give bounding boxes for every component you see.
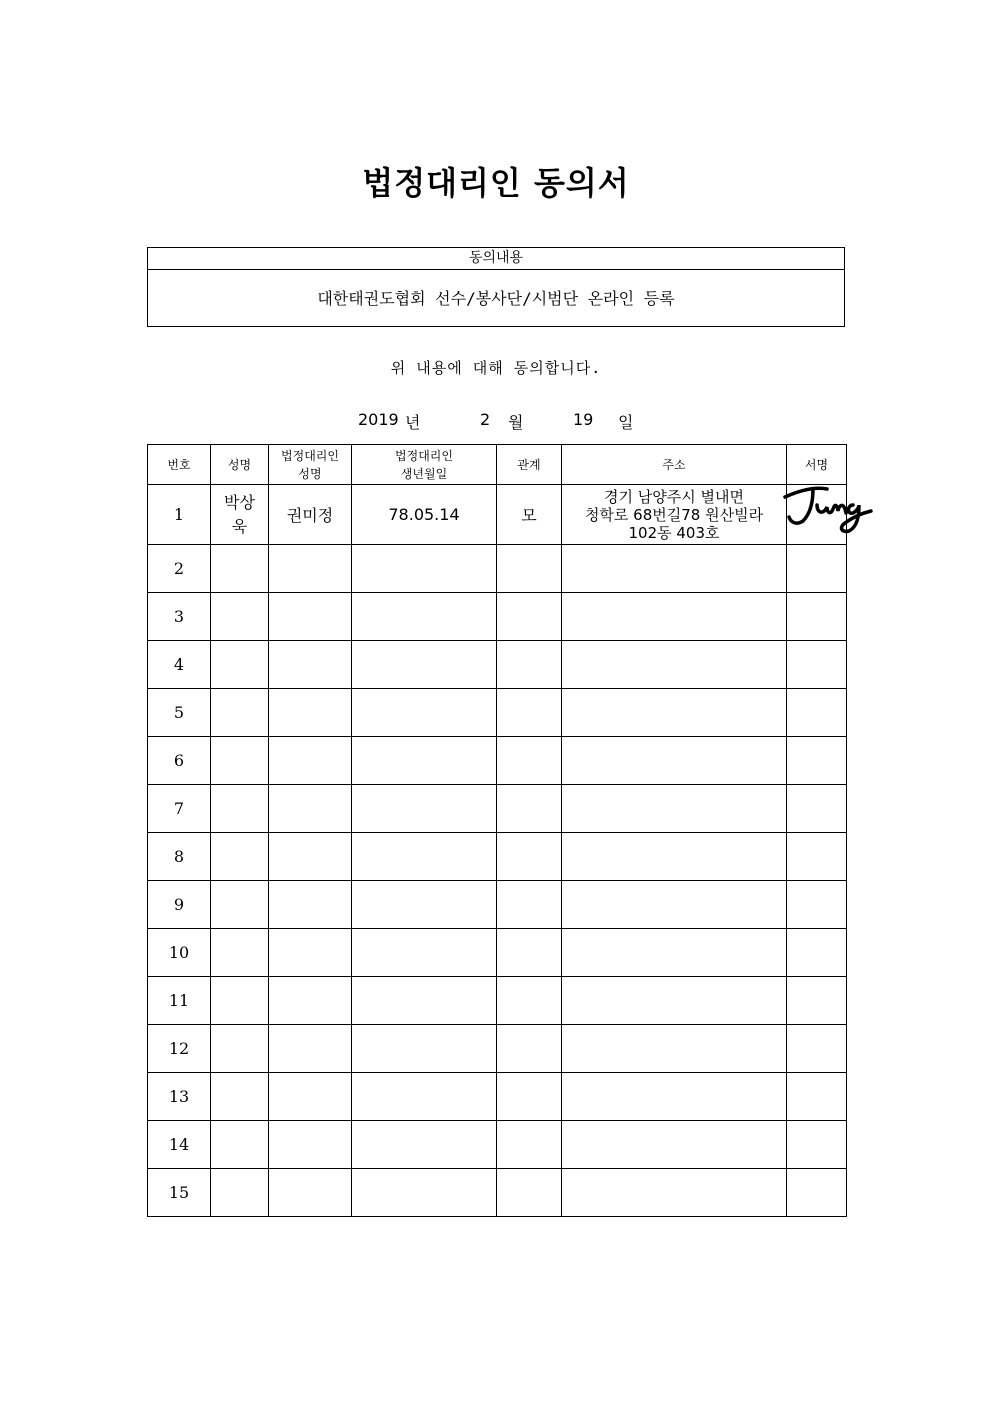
table-header-row [148, 445, 847, 485]
table-row [148, 689, 847, 737]
row-guardian-name [269, 1169, 352, 1217]
header-relation: 관계 [497, 445, 562, 485]
row-relation [497, 1169, 562, 1217]
row-guardian-birth [352, 881, 497, 929]
table-row [148, 929, 847, 977]
row-guardian-birth [352, 785, 497, 833]
row-guardian-name [269, 785, 352, 833]
row-number: 14 [148, 1121, 211, 1169]
row-address [562, 977, 787, 1025]
row-number: 7 [148, 785, 211, 833]
row-name [211, 1073, 269, 1121]
row-guardian-birth [352, 977, 497, 1025]
row-guardian-birth [352, 593, 497, 641]
row-number: 1 [148, 485, 211, 545]
agreement-statement: 위 내용에 대해 동의합니다. [390, 359, 602, 377]
header-guardian-birth [352, 445, 497, 485]
date-year: 2019 [358, 410, 399, 429]
row-name [211, 689, 269, 737]
row-number: 13 [148, 1073, 211, 1121]
row-guardian-birth [352, 1169, 497, 1217]
row-name [211, 641, 269, 689]
row-name [211, 929, 269, 977]
row-address [562, 593, 787, 641]
row-relation [497, 785, 562, 833]
row-guardian-name [269, 1073, 352, 1121]
row-name [211, 833, 269, 881]
row-number: 12 [148, 1025, 211, 1073]
row-number: 9 [148, 881, 211, 929]
row-number: 11 [148, 977, 211, 1025]
row-address [562, 929, 787, 977]
date-month: 2 [480, 410, 491, 429]
row-name [211, 545, 269, 593]
row-guardian-name [269, 833, 352, 881]
table-row [148, 881, 847, 929]
row-address-line3: 102동 403호 [628, 523, 720, 542]
row-relation [497, 929, 562, 977]
row-signature [787, 1073, 847, 1121]
guardian-registration-table [147, 444, 847, 1217]
row-guardian-name [269, 881, 352, 929]
row-name [211, 1025, 269, 1073]
table-row [148, 641, 847, 689]
row-address [562, 545, 787, 593]
row-guardian-birth [352, 545, 497, 593]
header-guardian-birth-line1: 법정대리인 [395, 448, 453, 463]
table-row [148, 1169, 847, 1217]
row-signature [787, 881, 847, 929]
row-signature [787, 641, 847, 689]
table-row [148, 593, 847, 641]
row-relation [497, 641, 562, 689]
row-guardian-name [269, 1121, 352, 1169]
consent-box [147, 247, 845, 327]
row-signature [787, 689, 847, 737]
date-day: 19 [573, 410, 594, 429]
date-year-label: 년 [405, 413, 421, 432]
row-name [211, 785, 269, 833]
row-relation [497, 689, 562, 737]
row-relation [497, 977, 562, 1025]
header-signature: 서명 [787, 445, 847, 485]
row-relation [497, 1073, 562, 1121]
row-relation [497, 1121, 562, 1169]
row-guardian-birth [352, 929, 497, 977]
row-signature [787, 1121, 847, 1169]
row-name-line1: 박상 [224, 492, 255, 512]
row-name [211, 1121, 269, 1169]
row-guardian-birth [352, 1073, 497, 1121]
handwritten-signature [783, 483, 875, 539]
row-signature [787, 977, 847, 1025]
row-name [211, 737, 269, 785]
row-address [562, 1025, 787, 1073]
row-guardian-birth [352, 833, 497, 881]
row-number: 2 [148, 545, 211, 593]
table-row [148, 785, 847, 833]
row-number: 6 [148, 737, 211, 785]
row-relation [497, 737, 562, 785]
row-relation [497, 1025, 562, 1073]
table-row [148, 1073, 847, 1121]
row-number: 5 [148, 689, 211, 737]
table-row [148, 545, 847, 593]
row-relation [497, 593, 562, 641]
row-address-line2: 청학로 68번길78 원산빌라 [584, 505, 764, 524]
header-guardian-name-line1: 법정대리인 [281, 448, 339, 463]
row-signature [787, 833, 847, 881]
document-title: 법정대리인 동의서 [362, 164, 630, 202]
row-name-line2: 욱 [231, 516, 248, 536]
table-row [148, 737, 847, 785]
row-signature [787, 1025, 847, 1073]
table-row [148, 833, 847, 881]
row-name [211, 1169, 269, 1217]
row-signature [787, 545, 847, 593]
row-guardian-birth [352, 1025, 497, 1073]
row-name [211, 485, 269, 545]
row-address [562, 881, 787, 929]
row-address [562, 485, 787, 545]
row-number: 10 [148, 929, 211, 977]
row-name [211, 593, 269, 641]
row-guardian-birth [352, 689, 497, 737]
row-address [562, 785, 787, 833]
header-number: 번호 [148, 445, 211, 485]
row-guardian-name [269, 929, 352, 977]
row-name [211, 977, 269, 1025]
date-month-label: 월 [508, 413, 524, 432]
table-row [148, 1025, 847, 1073]
row-number: 3 [148, 593, 211, 641]
row-guardian-birth: 78.05.14 [352, 485, 497, 545]
row-signature [787, 929, 847, 977]
table-row [148, 977, 847, 1025]
row-guardian-name [269, 1025, 352, 1073]
row-address [562, 689, 787, 737]
header-address: 주소 [562, 445, 787, 485]
row-signature [787, 485, 847, 545]
row-signature [787, 737, 847, 785]
row-guardian-name [269, 593, 352, 641]
row-guardian-birth [352, 641, 497, 689]
row-guardian-name [269, 689, 352, 737]
header-guardian-name-line2: 성명 [298, 466, 322, 481]
consent-header: 동의내용 [148, 248, 844, 270]
row-name [211, 881, 269, 929]
row-relation [497, 545, 562, 593]
row-relation [497, 833, 562, 881]
row-signature [787, 785, 847, 833]
header-guardian-name [269, 445, 352, 485]
row-guardian-name: 권미정 [269, 485, 352, 545]
row-number: 8 [148, 833, 211, 881]
row-address [562, 737, 787, 785]
row-guardian-name [269, 737, 352, 785]
row-relation [497, 881, 562, 929]
header-name: 성명 [211, 445, 269, 485]
consent-content: 대한태권도협회 선수/봉사단/시범단 온라인 등록 [317, 289, 675, 308]
row-relation: 모 [497, 485, 562, 545]
row-number: 4 [148, 641, 211, 689]
row-address [562, 641, 787, 689]
table-row [148, 1121, 847, 1169]
row-number: 15 [148, 1169, 211, 1217]
table-row [148, 485, 847, 545]
row-address [562, 833, 787, 881]
row-address-line1: 경기 남양주시 별내면 [604, 487, 744, 506]
row-guardian-name [269, 545, 352, 593]
header-guardian-birth-line2: 생년월일 [400, 466, 448, 481]
date-day-label: 일 [618, 413, 634, 432]
row-guardian-name [269, 977, 352, 1025]
row-guardian-birth [352, 1121, 497, 1169]
row-guardian-name [269, 641, 352, 689]
row-signature [787, 1169, 847, 1217]
row-signature [787, 593, 847, 641]
date-line [0, 410, 992, 432]
row-address [562, 1121, 787, 1169]
row-guardian-birth [352, 737, 497, 785]
row-address [562, 1073, 787, 1121]
row-address [562, 1169, 787, 1217]
